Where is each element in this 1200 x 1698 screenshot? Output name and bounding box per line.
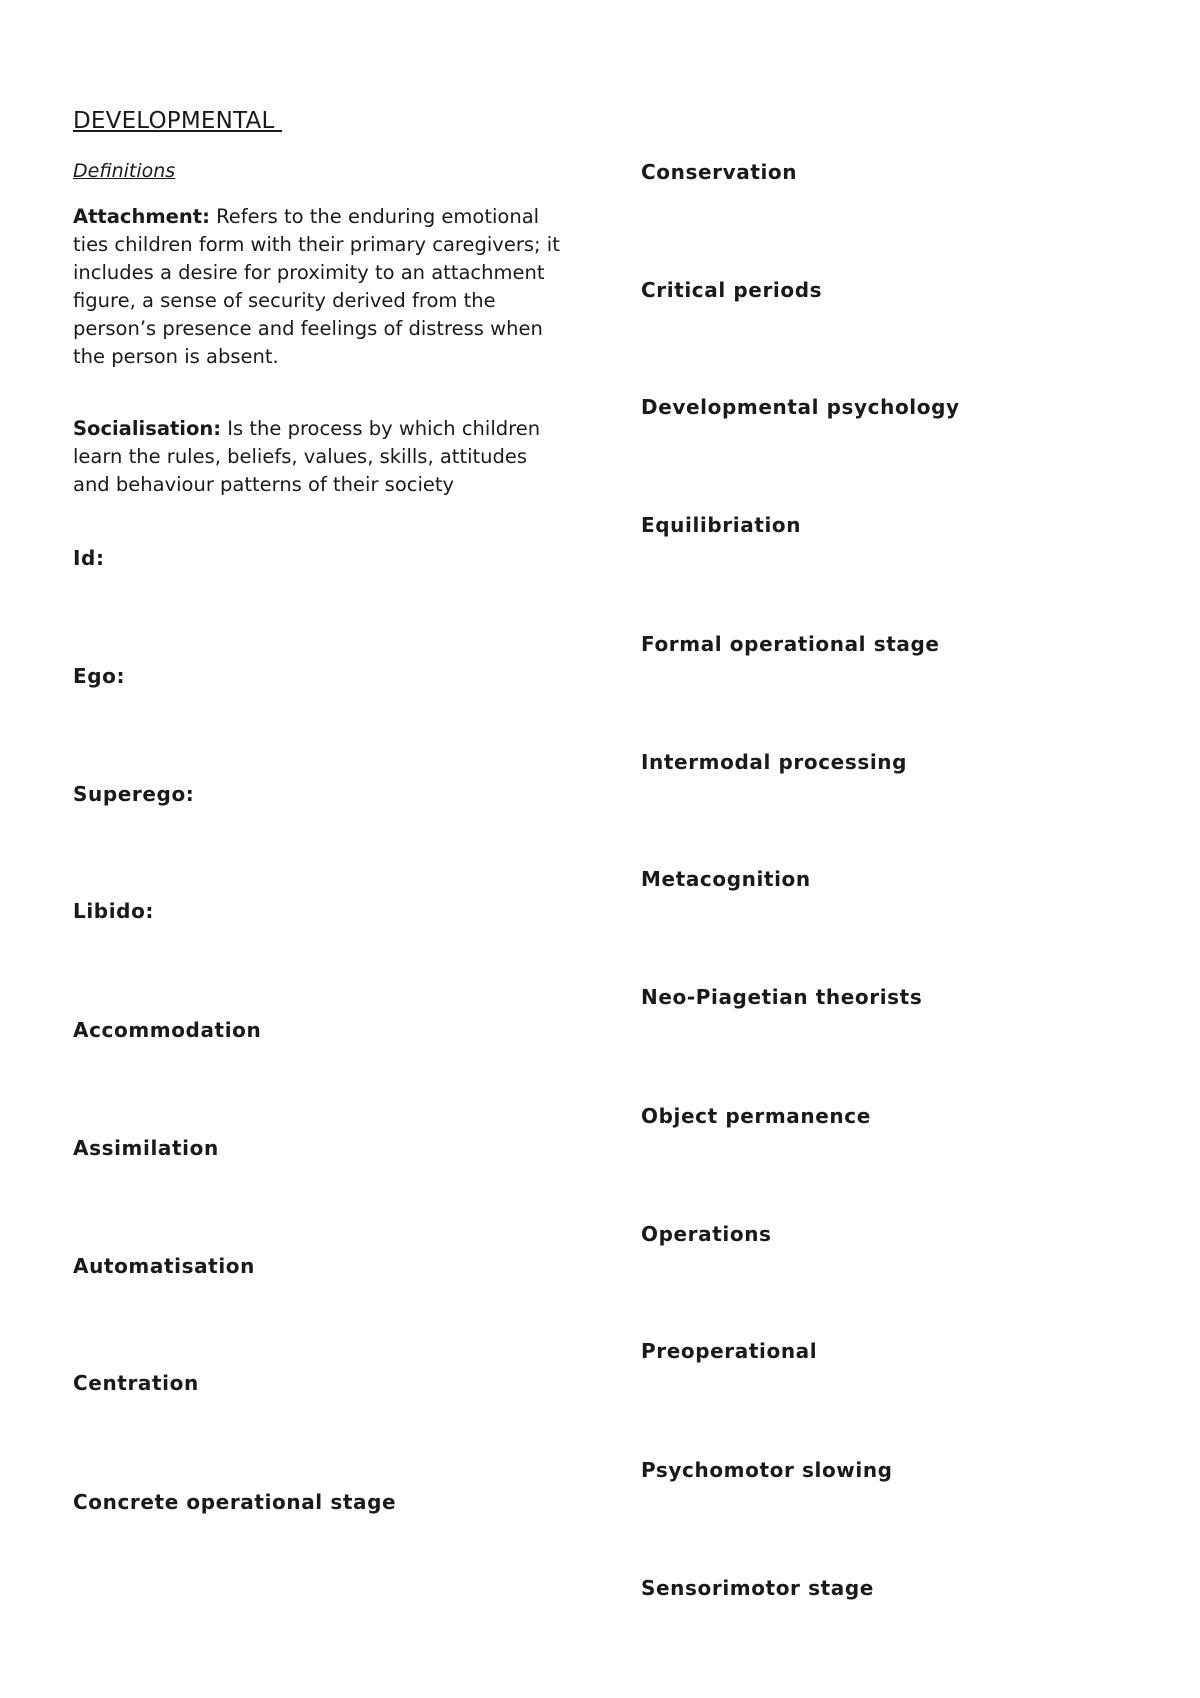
term-superego: Superego: [73,782,195,806]
term-centration: Centration [73,1371,199,1395]
definition-term: Attachment: [73,205,210,228]
term-neo-piagetian-theorists: Neo-Piagetian theorists [641,985,923,1009]
term-formal-operational-stage: Formal operational stage [641,632,940,656]
term-assimilation: Assimilation [73,1136,219,1160]
section-subtitle: Definitions [73,160,176,182]
term-accommodation: Accommodation [73,1018,262,1042]
definition-term: Socialisation: [73,417,222,440]
definition-text: Refers to the enduring emotional ties children form with their primary caregivers; it includes a desire for proximity to an attachment figure, a sense of security derived from the person’s presence and feelings of distress when the person is absent. [73,205,560,368]
page-title: DEVELOPMENTAL [73,108,282,134]
term-equilibriation: Equilibriation [641,513,802,537]
term-conservation: Conservation [641,160,798,184]
term-id: Id: [73,546,105,570]
term-operations: Operations [641,1222,772,1246]
term-preoperational: Preoperational [641,1339,818,1363]
term-libido: Libido: [73,899,155,923]
term-automatisation: Automatisation [73,1254,255,1278]
term-ego: Ego: [73,664,126,688]
term-sensorimotor-stage: Sensorimotor stage [641,1576,874,1600]
definition-socialisation [73,415,563,499]
term-concrete-operational-stage: Concrete operational stage [73,1490,397,1514]
definition-text: Is the process by which children learn the rules, beliefs, values, skills, attitudes and behaviour patterns of their society [73,417,541,496]
term-developmental-psychology: Developmental psychology [641,395,960,419]
term-critical-periods: Critical periods [641,278,823,302]
term-psychomotor-slowing: Psychomotor slowing [641,1458,893,1482]
term-intermodal-processing: Intermodal processing [641,750,908,774]
definition-attachment [73,203,563,371]
term-object-permanence: Object permanence [641,1104,871,1128]
term-metacognition: Metacognition [641,867,811,891]
